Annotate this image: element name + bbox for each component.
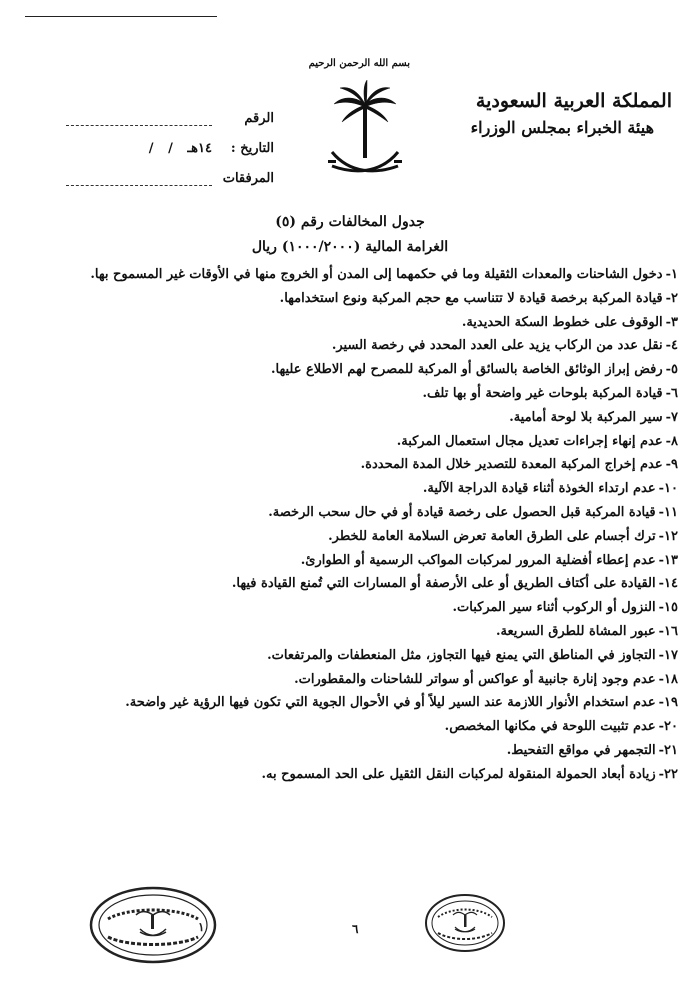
violation-item [26,620,678,644]
issuing-authority [422,90,672,137]
table-title: جدول المخالفات رقم (٥) [275,214,425,230]
violation-item [26,668,678,692]
violation-text: زيادة أبعاد الحمولة المنقولة لمركبات النقل الثقيل على الحد المسموح به. [261,766,656,782]
violation-text: نقل عدد من الركاب يزيد على العدد المحدد في رخصة السير. [331,338,663,354]
svg-text:١: ١ [198,920,205,934]
basmala: بسم الله الرحمن الرحيم [308,58,410,69]
violation-item [26,382,678,406]
emblem [308,58,410,193]
violation-number: ١١- [658,504,678,520]
official-seal-left [88,885,218,965]
violation-text: النزول أو الركوب أثناء سير المركبات. [452,600,656,616]
violation-text: عدم إخراج المركبة المعدة للتصدير خلال المدة المحددة. [360,457,663,473]
palm-swords-emblem-icon [320,74,410,194]
meta-attachments-line [66,171,212,186]
violation-text: عدم وجود إنارة جانبية أو عواكس أو سواتر للشاحنات والمقطورات. [294,671,656,687]
violation-number: ٨- [665,433,678,449]
violation-number: ٥- [665,362,678,378]
violation-number: ٢٠- [658,719,678,735]
violation-number: ١- [665,267,678,282]
violation-number: ١٣- [658,552,678,568]
meta-date-label: التاريخ : [230,141,274,156]
violation-item [26,715,678,739]
violation-text: القيادة على أكتاف الطريق أو على الأرصفة أو المسارات التي تُمنع القيادة فيها. [231,576,656,592]
meta-attachments-label: المرفقات [222,171,274,186]
meta-date-row [64,126,274,156]
meta-ref-label: الرقم [244,111,274,126]
meta-date-value: / / ١٤هـ [148,141,212,156]
meta-attachments-row [64,156,274,186]
violation-number: ٤- [665,338,678,354]
violation-text: ترك أجسام على الطرق العامة تعرض السلامة العامة للخطر. [328,528,656,544]
violations-list [26,263,678,787]
top-rule [25,16,217,17]
violation-item [26,525,678,549]
authority-country: المملكة العربية السعودية [475,90,672,112]
violation-item [26,477,678,501]
violation-number: ٣- [665,314,678,330]
violation-item [26,311,678,335]
violation-item [26,549,678,573]
violation-item [26,406,678,430]
violation-item [26,572,678,596]
violation-text: قيادة المركبة بلوحات غير واضحة أو بها تلف. [422,385,663,401]
violation-item [26,739,678,763]
violation-text: سير المركبة بلا لوحة أمامية. [509,409,663,425]
violation-item [26,287,678,311]
violation-item [26,644,678,668]
meta-ref-line [66,111,212,126]
violation-item [26,453,678,477]
violation-item [26,334,678,358]
violation-number: ٢١- [658,742,678,758]
violation-number: ١٠- [658,481,678,497]
violation-number: ١٨- [658,671,678,687]
violation-item [26,691,678,715]
violation-item [26,430,678,454]
violation-text: عدم استخدام الأنوار اللازمة عند السير ليلاً أو في الأحوال الجوية التي تكون فيها الرؤية غير واضحة. [125,695,656,711]
violation-number: ٧- [665,409,678,425]
violation-text: دخول الشاحنات والمعدات الثقيلة وما في حكمهما إلى المدن أو الخروج منها في الأوقات غير المسموح بها. [90,267,663,282]
violation-number: ١٢- [658,528,678,544]
violation-item [26,263,678,287]
violation-number: ١٦- [658,623,678,639]
violation-text: عدم إنهاء إجراءات تعديل مجال استعمال المركبة. [396,433,663,449]
violation-item [26,501,678,525]
violation-number: ٦- [665,385,678,401]
violation-text: عبور المشاة للطرق السريعة. [496,623,656,639]
meta-ref-row [64,96,274,126]
violation-text: رفض إبراز الوثائق الخاصة بالسائق أو المركبة للمصرح لهم الاطلاع عليها. [271,362,663,378]
document-meta [64,96,274,186]
violation-item [26,596,678,620]
violation-text: قيادة المركبة برخصة قيادة لا تتناسب مع حجم المركبة ونوع استخدامها. [279,290,663,306]
authority-body: هيئة الخبراء بمجلس الوزراء [470,118,654,137]
violation-text: عدم ارتداء الخوذة أثناء قيادة الدراجة الآلية. [422,481,656,497]
fine-subtitle: الغرامة المالية (١٠٠٠/٢٠٠٠) ريال [251,239,449,255]
violation-text: عدم تثبيت اللوحة في مكانها المخصص. [444,719,656,735]
violation-item [26,358,678,382]
page-number: ٦ [352,922,359,936]
violation-text: التجمهر في مواقع التفحيط. [506,742,656,758]
official-seal-right [424,893,506,953]
violation-text: عدم إعطاء أفضلية المرور لمركبات المواكب الرسمية أو الطوارئ. [300,552,656,568]
violation-number: ١٩- [658,695,678,711]
violation-text: قيادة المركبة قبل الحصول على رخصة قيادة أو في حال سحب الرخصة. [268,504,656,520]
violation-number: ٢- [665,290,678,306]
violation-number: ١٧- [658,647,678,663]
violation-text: التجاوز في المناطق التي يمنع فيها التجاوز، مثل المنعطفات والمرتفعات. [267,647,656,663]
violation-number: ١٤- [658,576,678,592]
violation-text: الوقوف على خطوط السكة الحديدية. [461,314,663,330]
violation-number: ٩- [665,457,678,473]
violation-number: ٢٢- [658,766,678,782]
violation-number: ١٥- [658,600,678,616]
violation-item [26,763,678,787]
